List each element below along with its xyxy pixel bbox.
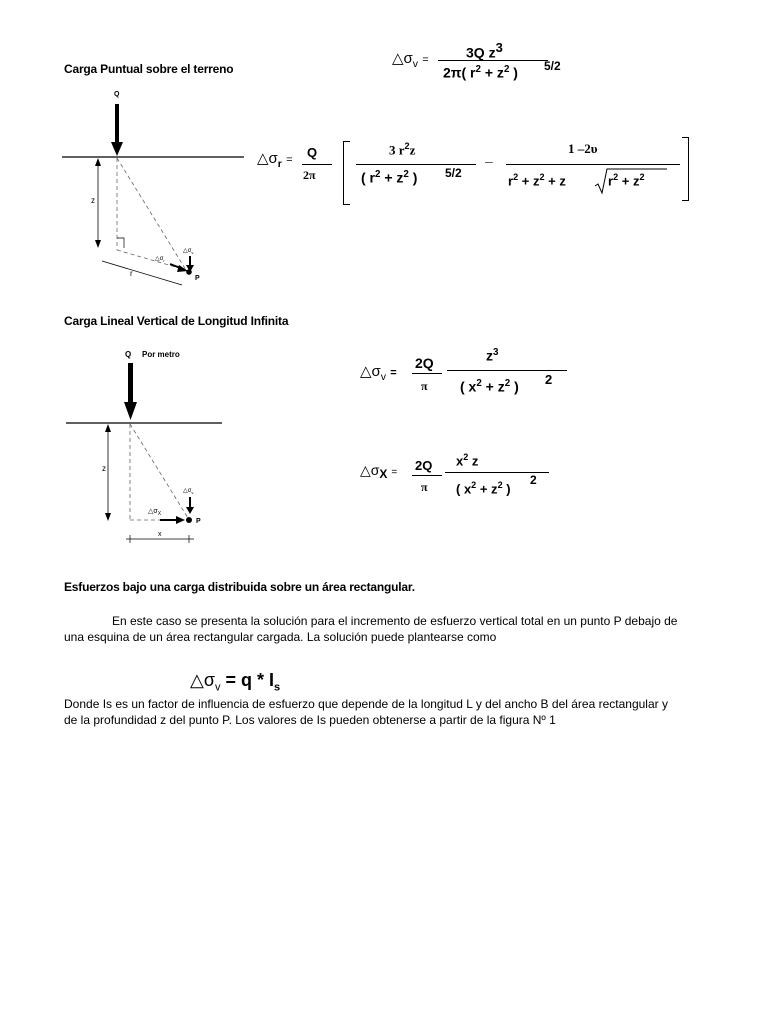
t2-den-d: r xyxy=(608,173,614,189)
eq-r-t2-den xyxy=(508,172,566,188)
label-load-q: Q xyxy=(125,350,132,359)
eq2v-lhs-sub: v xyxy=(380,371,387,383)
eq-denominator xyxy=(443,64,518,81)
eq-lhs-symbol: △σ xyxy=(392,50,413,67)
stress-v-arrowhead xyxy=(186,507,194,514)
paragraph-intro-line2: una esquina de un área rectangular cargada. La solución puede plantearse como xyxy=(64,630,497,644)
z-arrow-bottom xyxy=(105,513,111,521)
fraction-line xyxy=(438,60,548,61)
eq-den-a: 2π( r xyxy=(443,64,476,81)
eq2x-den-power: 2 xyxy=(530,473,537,487)
load-arrow-shaft xyxy=(115,104,119,144)
label-p: P xyxy=(196,518,201,525)
label-stress-v: $\triangle\sigma_v$ xyxy=(183,488,194,495)
t2-den-a: r xyxy=(508,173,514,189)
eq3-lhs-symbol: △σ xyxy=(190,670,215,690)
label-p: P xyxy=(195,275,200,282)
label-x: x xyxy=(158,531,162,538)
diagonal-dashed xyxy=(130,424,188,518)
eq-r-equals: = xyxy=(286,154,293,166)
eq2v-den-a: ( x xyxy=(460,378,477,395)
t2-den-exp1: 2 xyxy=(513,172,519,182)
eq2x-lhs-sub: X xyxy=(379,467,388,481)
eq2x-den xyxy=(456,480,511,496)
eq2x-equals: = xyxy=(391,467,398,478)
stress-r-arrowhead xyxy=(177,265,188,272)
eq-num-text: 3Q z xyxy=(466,44,496,61)
eq-den-c: ) xyxy=(509,64,518,81)
eq-lhs xyxy=(392,49,429,70)
section-heading-rectangular-load: Esfuerzos bajo una carga distribuida sobre un área rectangular. xyxy=(64,580,415,594)
eq-den-power: 5/2 xyxy=(544,59,561,73)
label-z: z xyxy=(102,464,106,473)
section-heading-line-load: Carga Lineal Vertical de Longitud Infinita xyxy=(64,314,289,328)
eq3-rhs: = q * I xyxy=(220,670,274,690)
eq2x-lhs xyxy=(360,462,397,479)
eq2v-den-b: + z xyxy=(481,378,505,395)
label-per-metre: Por metro xyxy=(142,350,180,359)
eq2v-den xyxy=(460,378,519,395)
eq2v-lhs-symbol: △σ xyxy=(360,363,381,380)
t1-den-b: + z xyxy=(380,169,404,186)
eq2v-coef-num: 2Q xyxy=(415,355,434,371)
z-arrow-bottom xyxy=(95,240,101,248)
t2-den-exp4: 2 xyxy=(639,172,645,182)
eq-r-coef-den: 2π xyxy=(303,168,316,182)
stress-x-arrowhead xyxy=(176,516,185,524)
eq2x-den-b: + z xyxy=(476,481,498,497)
figure-point-load xyxy=(58,86,248,286)
eq2v-equals: = xyxy=(390,367,397,379)
eq2v-den-power: 2 xyxy=(545,372,553,387)
eq2x-den-a: ( x xyxy=(456,481,472,497)
t1-num-a: 3 r xyxy=(389,142,405,158)
load-arrow-head xyxy=(124,402,137,420)
eq3-lhs-sub: v xyxy=(214,681,221,694)
eq2v-lhs xyxy=(360,362,397,383)
eq-r-t1-den xyxy=(361,169,417,186)
eq2v-num-text: z xyxy=(486,347,493,364)
eq2v-den-exp1: 2 xyxy=(476,378,482,389)
paragraph-influence-line2: de la profundidad z del punto P. Los valores de Is pueden obtenerse a partir de la figura Nº 1 xyxy=(64,713,556,727)
eq2x-lhs-symbol: △σ xyxy=(360,462,380,478)
eq2x-coef-line xyxy=(412,475,442,476)
eq2x-num-b: z xyxy=(468,453,479,469)
left-bracket xyxy=(343,141,350,205)
eq3-rhs-sub: s xyxy=(273,681,281,694)
eq2v-fraction-line xyxy=(447,370,567,371)
point-p xyxy=(186,269,192,275)
t1-den-c: ) xyxy=(408,169,418,186)
eq2v-den-exp2: 2 xyxy=(504,378,511,389)
minus-sign: – xyxy=(485,153,493,169)
t2-den-exp3: 2 xyxy=(613,172,619,182)
eq-r-lhs-sub: r xyxy=(277,158,282,170)
eq-r-lhs-symbol: △σ xyxy=(257,150,278,167)
eq2v-coef-line xyxy=(412,373,442,374)
t1-num-exp: 2 xyxy=(404,141,410,151)
equation-rectangular xyxy=(190,670,280,694)
eq2x-num xyxy=(456,452,478,468)
eq-num-exp: 3 xyxy=(495,40,503,55)
z-arrow-top xyxy=(95,158,101,166)
z-arrow-top xyxy=(105,424,111,432)
right-bracket xyxy=(682,137,689,201)
paragraph-intro-line1: En este caso se presenta la solución para el incremento de esfuerzo vertical total en un punto P debajo de xyxy=(112,614,678,628)
point-p xyxy=(186,517,192,523)
eq2x-den-exp1: 2 xyxy=(471,480,477,490)
t2-den-e: + z xyxy=(618,173,640,189)
t2-den-c: + z xyxy=(544,173,566,189)
eq2x-den-c: ) xyxy=(502,481,511,497)
label-stress-v: $\triangle\sigma_v$ xyxy=(183,248,194,255)
eq2v-coef-den: π xyxy=(421,379,428,393)
t1-den-a: ( r xyxy=(361,169,375,186)
eq-equals: = xyxy=(422,54,429,66)
label-r: r xyxy=(130,269,133,278)
label-stress-x: $\triangle\sigma_X$ xyxy=(148,508,162,517)
label-load-q: Q xyxy=(114,91,120,98)
eq-den-b: + z xyxy=(480,64,504,81)
eq2x-den-exp2: 2 xyxy=(497,480,503,490)
figure-line-load xyxy=(62,344,262,548)
eq-den-exp1: 2 xyxy=(475,64,481,75)
eq2v-den-c: ) xyxy=(510,378,519,395)
eq-den-exp2: 2 xyxy=(503,64,510,75)
eq-lhs-sub: v xyxy=(412,58,419,70)
t1-den-exp1: 2 xyxy=(375,169,381,180)
eq-r-t1-num xyxy=(389,141,415,158)
eq2v-num-exp: 3 xyxy=(493,347,499,358)
eq2v-num xyxy=(486,347,498,364)
right-angle xyxy=(117,238,124,248)
t2-den-b: + z xyxy=(518,173,540,189)
section-heading-point-load: Carga Puntual sobre el terreno xyxy=(64,62,234,76)
eq2x-num-exp: 2 xyxy=(463,452,469,462)
label-stress-r: $\triangle\sigma_r$ xyxy=(155,256,165,263)
load-arrow-shaft xyxy=(128,363,133,405)
label-z: z xyxy=(91,196,95,205)
t2-den-exp2: 2 xyxy=(539,172,545,182)
eq-numerator xyxy=(466,40,503,61)
t1-num-b: z xyxy=(409,142,416,158)
eq-r-lhs xyxy=(257,149,293,170)
eq-r-t2-num: 1 –2υ xyxy=(568,141,598,156)
t1-den-power: 5/2 xyxy=(445,166,462,180)
t1-fraction-line xyxy=(356,164,476,165)
eq-r-t2-sqrt xyxy=(608,172,645,188)
eq-r-coef-num: Q xyxy=(307,145,318,160)
load-arrow-head xyxy=(111,142,123,156)
t2-fraction-line xyxy=(506,164,680,165)
paragraph-influence-line1: Donde Is es un factor de influencia de esfuerzo que depende de la longitud L y del ancho B del área rectangular y xyxy=(64,697,668,711)
eq2x-coef-num: 2Q xyxy=(415,458,433,473)
coef-fraction-line xyxy=(302,164,332,165)
t1-den-exp2: 2 xyxy=(403,169,409,180)
eq2x-num-a: x xyxy=(456,453,464,469)
eq2x-coef-den: π xyxy=(421,480,428,494)
